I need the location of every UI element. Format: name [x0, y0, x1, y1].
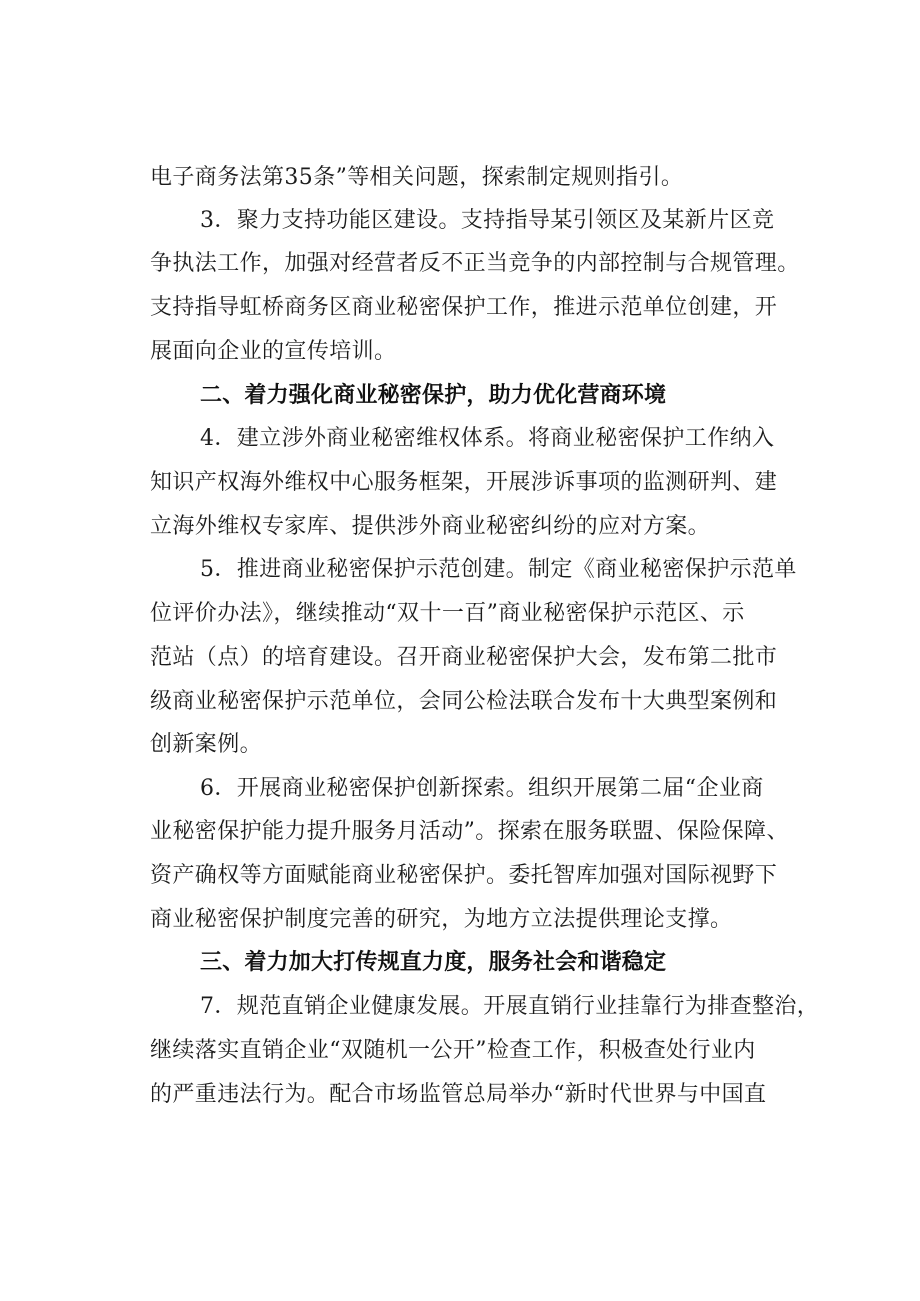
paragraph-line: 知识产权海外维权中心服务框架，开展涉诉事项的监测研判、建 [150, 470, 778, 495]
paragraph-line: 创新案例。 [150, 732, 263, 757]
paragraph-line: 4．建立涉外商业秘密维权体系。将商业秘密保护工作纳入 [200, 426, 775, 451]
paragraph-line: 立海外维权专家库、提供涉外商业秘密纠纷的应对方案。 [150, 514, 711, 539]
paragraph-line: 继续落实直销企业“双随机一公开”检查工作，积极查处行业内 [150, 1038, 756, 1063]
paragraph-line: 资产确权等方面赋能商业秘密保护。委托智库加强对国际视野下 [150, 863, 778, 888]
paragraph-line: 位评价办法》，继续推动“双十一百”商业秘密保护示范区、示 [150, 601, 745, 626]
paragraph-line: 级商业秘密保护示范单位，会同公检法联合发布十大典型案例和 [150, 689, 778, 714]
paragraph-line: 7．规范直销企业健康发展。开展直销行业挂靠行为排查整治， [200, 994, 820, 1019]
paragraph-line: 业秘密保护能力提升服务月活动”。探索在服务联盟、保险保障、 [150, 819, 789, 844]
paragraph-line: 6．开展商业秘密保护创新探索。组织开展第二届“企业商 [200, 776, 764, 801]
paragraph-line: 展面向企业的宣传培训。 [150, 339, 397, 364]
paragraph-line: 的严重违法行为。配合市场监管总局举办“新时代世界与中国直 [150, 1082, 767, 1107]
paragraph-line: 争执法工作，加强对经营者反不正当竞争的内部控制与合规管理。 [150, 251, 800, 276]
section-heading: 三、着力加大打传规直力度，服务社会和谐稳定 [200, 950, 667, 975]
paragraph-line: 范站（点）的培育建设。召开商业秘密保护大会，发布第二批市 [150, 645, 778, 670]
paragraph-line: 3．聚力支持功能区建设。支持指导某引领区及某新片区竞 [200, 208, 775, 233]
paragraph-line: 5．推进商业秘密保护示范创建。制定《商业秘密保护示范单 [200, 557, 797, 582]
paragraph-line: 商业秘密保护制度完善的研究，为地方立法提供理论支撑。 [150, 907, 733, 932]
section-heading: 二、着力强化商业秘密保护，助力优化营商环境 [200, 383, 667, 408]
paragraph-line: 电子商务法第35条”等相关问题，探索制定规则指引。 [150, 165, 684, 190]
paragraph-line: 支持指导虹桥商务区商业秘密保护工作，推进示范单位创建，开 [150, 295, 778, 320]
